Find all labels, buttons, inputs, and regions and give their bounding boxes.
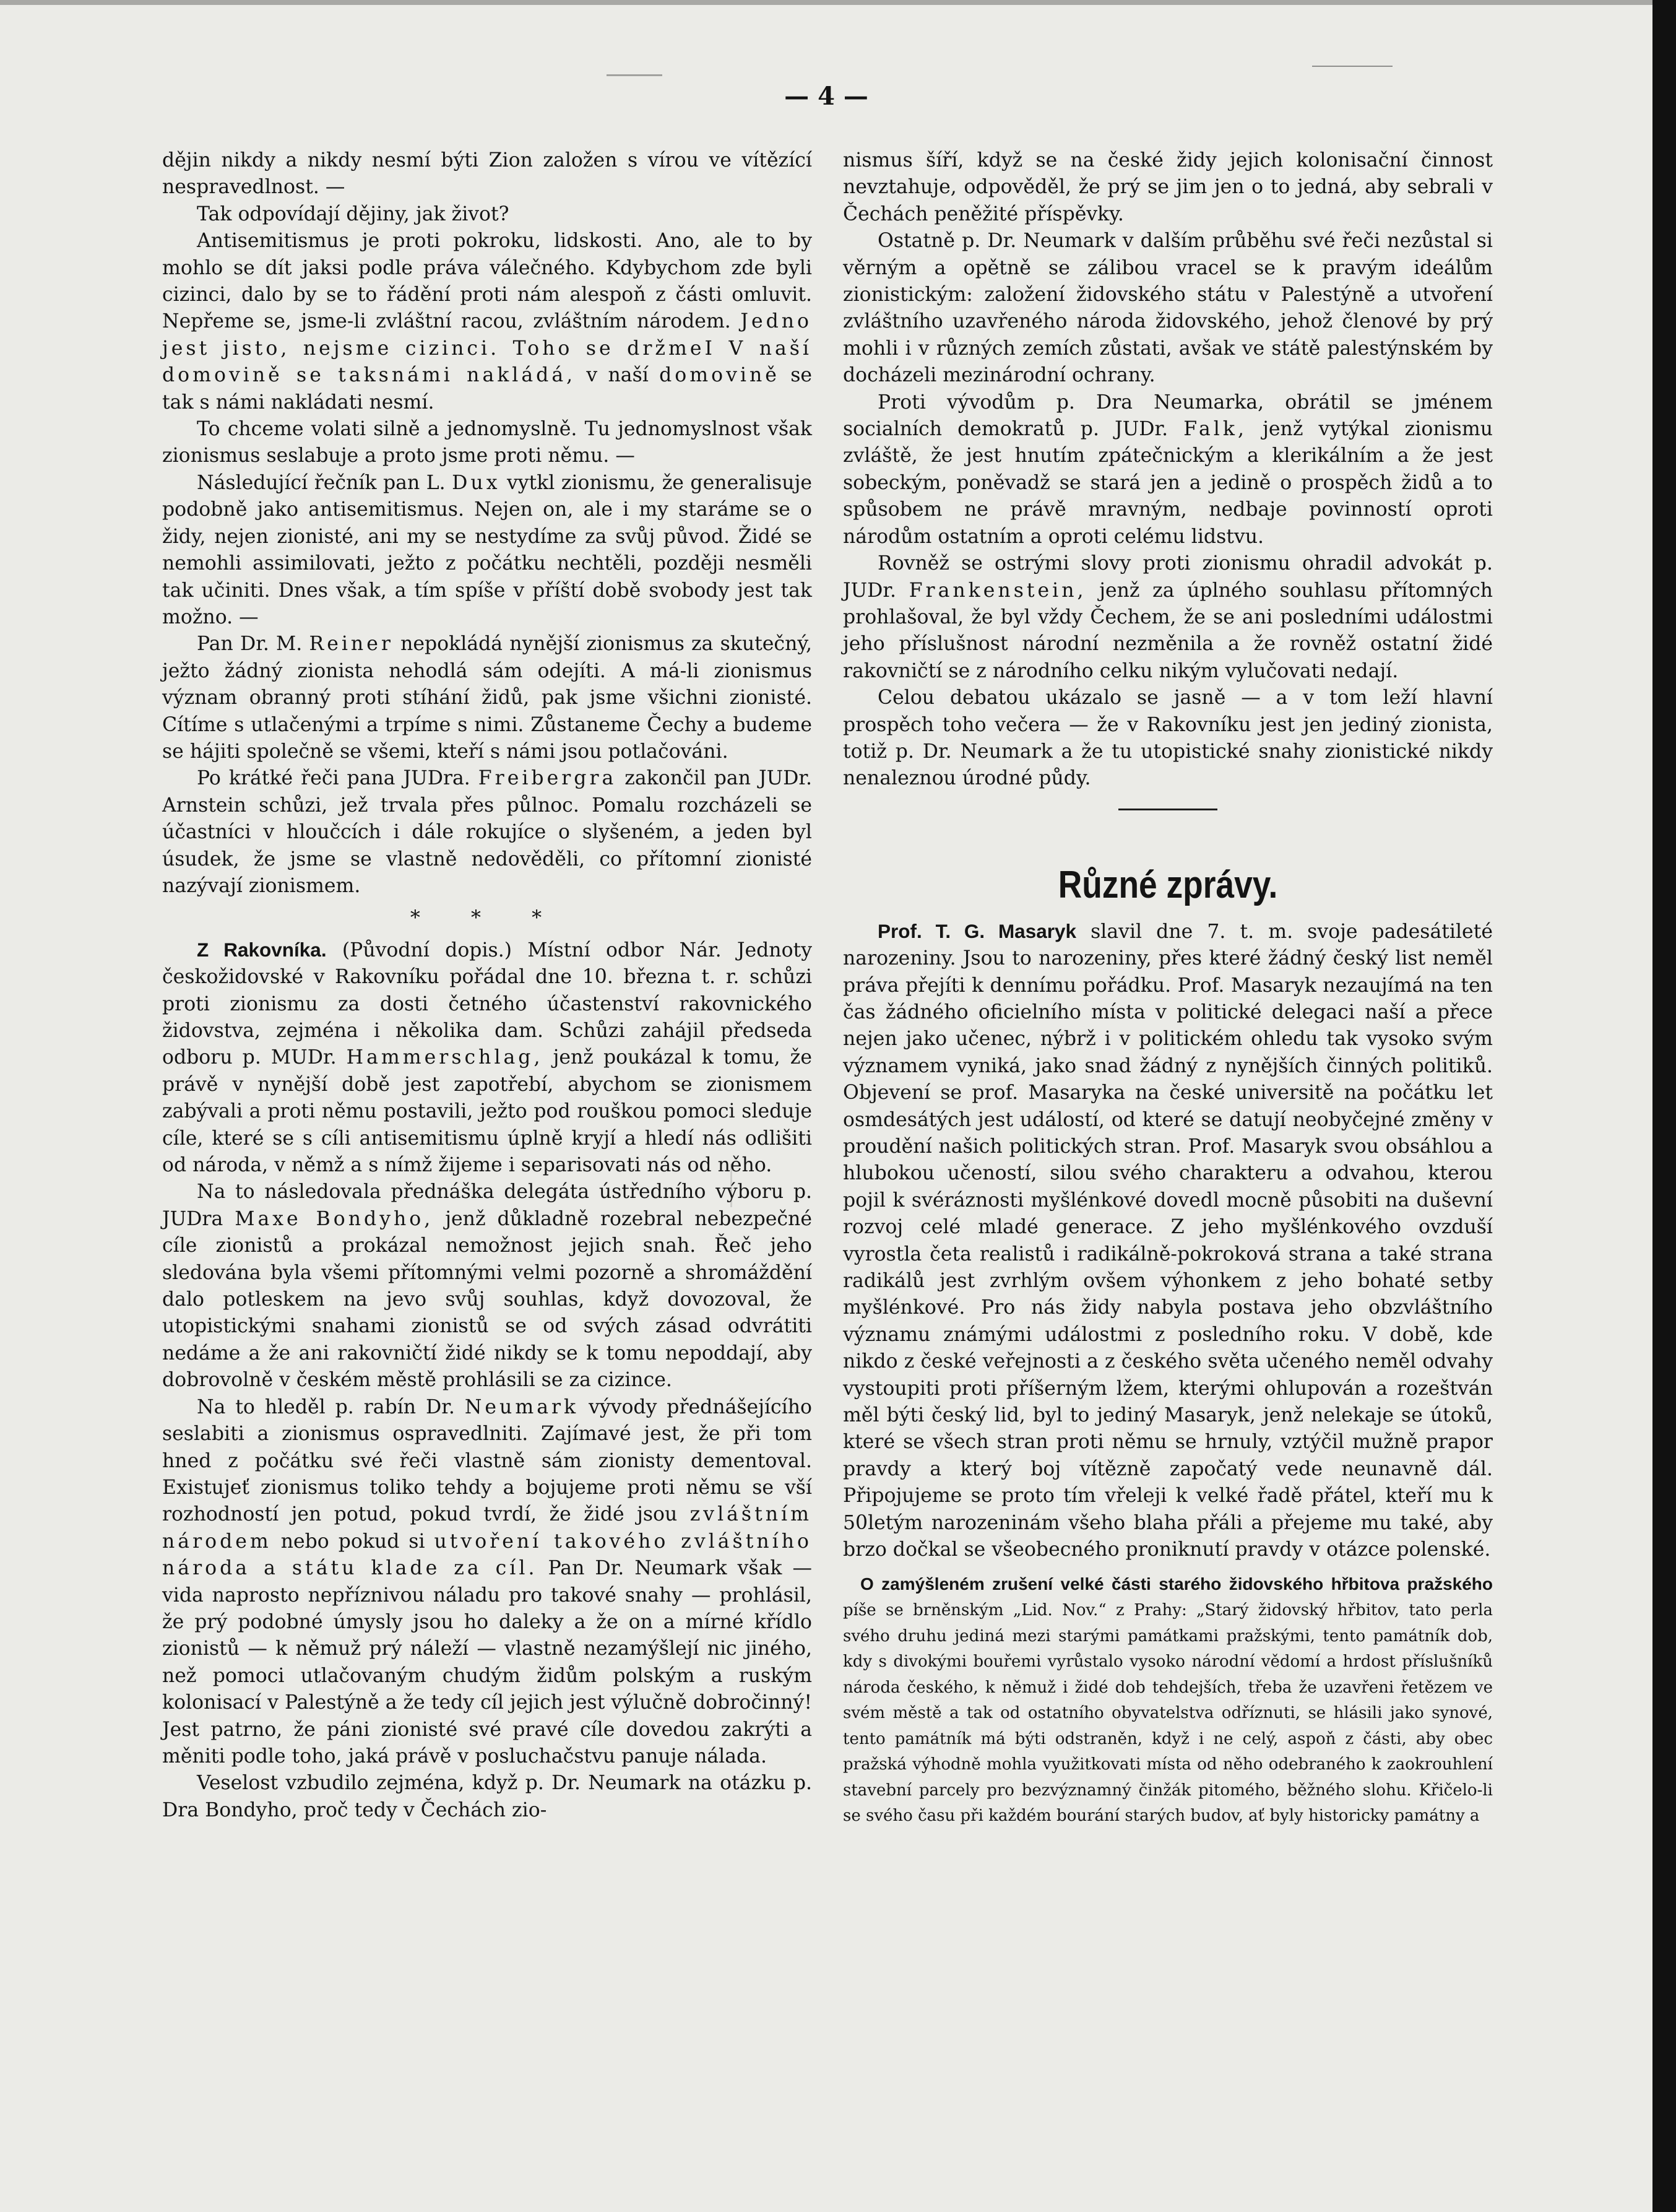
small-print-article <box>843 1571 1493 1829</box>
paragraph: Ostatně p. Dr. Neumark v dalším průběhu své řeči nezůstal si věrným a opětně se zálibou vracel se k pravým ideálům zionistickým: založení židovského státu v Palestýně a utvoření zvláštního uzavřeného národa židovského, jehož členové by prý mohli i v různých zemích zůstati, avšak ve státě palestýnském by docházeli mezinárodní ochrany. <box>843 230 1493 387</box>
paragraph: Rovněž se ostrými slovy proti zionismu ohradil advokát p. JUDr. Frankenstein, jenž za úplného souhlasu přítomných prohlašoval, že byl vždy Čechem, že se ani posledními událostmi jeho příslušnost národní nezměnila a že rovněž ostatní židé rakovničtí se z národního celku nikým vylučovati nedají. <box>843 552 1493 682</box>
paragraph: Proti vývodům p. Dra Neumarka, obrátil se jménem socialních demokratů p. JUDr. Falk, jenž vytýkal zionismu zvláště, že jest hnutím zpátečnickým a klerikálním a že jest sobeckým, poněvadž se stará jen a jedině o prospěch židů a to spůsobem ne právě mravným, nedbaje povinností oproti národům ostatním a oproti celému lidstvu. <box>843 391 1493 548</box>
paragraph: nismus šíří, když se na české židy jejich kolonisační činnost nevztahuje, odpověděl, že prý se jim jen o to jedná, aby sebrali v Čechách peněžité příspěvky. <box>843 149 1493 225</box>
section-separator: * * * <box>410 906 564 930</box>
article-lead: Z Rakovníka. <box>197 938 327 961</box>
paragraph: Prof. T. G. Masaryk slavil dne 7. t. m. svoje padesátileté narozeniny. Jsou to narozeniny, přes které žádný český list neměl práva přejíti k dennímu pořádku. Prof. Masaryk nezaujímá na ten čas žádného oficielního místa v politické delegaci naší a přece nejen jako učenec, nýbrž i v politickém ohledu tak vysoko svým významem vyniká, jako snad žádný z nynějších činných politiků. Objevení se prof. Masaryka na české universitě na počátku let osmdesátých jest událostí, od které se datují neobyčejné změny v proudění našich politických stran. Prof. Masaryk svou obsáhlou a hlubokou učeností, silou svého charakteru a odvahou, kterou pojil k svéráznosti myšlénkové dovedl mocně působiti na duševní rozvoj celé mladé generace. Z jeho myšlénkového ovzduší vyrostla četa realistů i radikálně-pokroková strana a také strana radikálů jest zvrhlým ovšem výhonkem z jeho bohaté setby myšlénkové. Pro nás židy nabyla postava jeho obzvláštního významu známými událostmi z posledního roku. V době, kde nikdo z české veřejnosti a z českého světa učeného neměl odvahy vystoupiti proti příšerným lžem, kterými ohlupován a rozeštván měl býti český lid, byl to jediný Masaryk, jenž nelekaje se útoků, které se všech stran proti němu se hrnuly, vztýčil mužně prapor pravdy a který boj vítězně započatý vede neunavně dál. Připojujeme se proto tím vřeleji k velké řadě přátel, kteří mu k 50letým narozeninám všeho blaha přáli a přejeme mu také, aby brzo dočkal se všeobecného proniknutí pravdy v otázce polenské. <box>843 919 1493 1561</box>
paragraph: Veselost vzbudilo zejména, když p. Dr. Neumark na otázku p. Dra Bondyho, proč tedy v Čechách zio- <box>162 1772 812 1821</box>
left-column <box>162 147 812 1824</box>
scan-edge <box>1652 0 1676 2212</box>
paragraph: Antisemitismus je proti pokroku, lidskosti. Ano, ale to by mohlo se dít jaksi podle práva válečného. Kdybychom zde byli cizinci, dalo by se to řádění proti nám alespoň z části omluvit. Nepřeme se, jsme-li zvláštní racou, zvláštním národem. Jedno jest jisto, nejsme cizinci. Toho se držmeI V naší domovině se taksnámi nakládá, v naší domovině se tak s námi nakládati nesmí. <box>162 230 813 414</box>
paragraph: Následující řečník pan L. Dux vytkl zionismu, že generalisuje podobně jako antisemitismus. Nejen on, ale i my staráme se o židy, nejen zionisté, ani my se nestydíme za svůj původ. Židé se nemohli assimilovati, ježto z počátku nechtěli, později nesměli tak učiniti. Dnes však, a tím spíše v příští době svobody jest tak možno. — <box>162 471 813 628</box>
right-column <box>843 147 1493 1829</box>
article-lead: Prof. T. G. Masaryk <box>878 919 1077 942</box>
paragraph: Po krátké řeči pana JUDra. Freibergra zakončil pan JUDr. Arnstein schůzi, jež trvala přes půlnoc. Pomalu rozcházeli se účastníci v hloučcích i dále rokujíce o slyšeném, a jeden byl úsudek, že jsme se vlastně nedověděli, co přítomní zionisté nazývají zionismem. <box>162 767 813 897</box>
paragraph: Pan Dr. M. Reiner nepokládá nynější zionismus za skutečný, ježto žádný zionista nehodlá sám odejíti. A má-li zionismus význam obranný proti stíhání židů, pak jsme všichni zionisté. Cítíme s utlačenými a trpíme s nimi. Zůstaneme Čechy a budeme se hájiti společně se všemi, kteří s námi jsou potlačováni. <box>162 633 812 763</box>
paragraph: Tak odpovídají dějiny, jak život? <box>197 202 509 225</box>
paragraph: O zamýšleném zrušení velké části starého židovského hřbitova pražského píše se brněnským „Lid. Nov.“ z Prahy: „Starý židovský hřbitov, tato perla svého druhu jediná mezi starými památkami pražskými, tento památník dob, kdy s divokými bouřemi vyrůstalo vysoko národní vědomí a hrdost příslušníků národa českého, k němuž i židé dob tehdejších, třeba že uzavřeni řetězem ve svém městě a tak od ostatního obyvatelstva odříznuti, se hlásili jako synové, tento památník má býti odstraněn, když i ne celý, aspoň z části, aby obec pražská výhodně mohla využitkovati místa od něho odebraného k zaokrouhlení stavební parcely pro bezvýznamný činžák pitomého, běžného slohu. Křičelo-li se svého času při každém bourání starých budov, ať byly historicky památny a <box>843 1574 1493 1825</box>
section-title: Různé zprávy. <box>1058 863 1278 906</box>
paragraph: Z Rakovníka. (Původní dopis.) Místní odbor Nár. Jednoty českožidovské v Rakovníku pořádal dne 10. března t. r. schůzi proti zionismu za dosti četného účastenství rakovnického židovstva, zejména i několika dam. Schůzi zahájil předseda odboru p. MUDr. Hammerschlag, jenž poukázal k tomu, že právě v nynější době jest zapotřebí, abychom se zionismem zabývali a proti němu postavili, ježto pod rouškou pomoci sleduje cíle, které se s cíli antisemitismu úplně kryjí a hledí nás odlišiti od národa, v němž a s nímž žijeme i separisovati nás od něho. <box>162 938 813 1177</box>
page-number: — 4 — <box>784 82 868 111</box>
paragraph: To chceme volati silně a jednomyslně. Tu jednomyslnost však zionismus seslabuje a proto jsme proti němu. — <box>162 418 812 467</box>
divider <box>1118 809 1217 810</box>
paragraph: Celou debatou ukázalo se jasně — a v tom leží hlavní prospěch toho večera — že v Rakovníku jest jen jediný zionista, totiž p. Dr. Neumark a že tu utopistické snahy zionistické nikdy nenaleznou úrodné půdy. <box>843 687 1493 790</box>
paragraph: Na to následovala přednáška delegáta ústředního výboru p. JUDra Maxe Bondyho, jenž důkladně rozebral nebezpečné cíle zionistů a prokázal nemožnost jejich snah. Řeč jeho sledována byla všemi přítomnými velmi pozorně a shromáždění dalo potleskem na jevo svůj souhlas, když dovozoval, že utopistickými snahami zionistů se od svých zásad odvrátiti nedáme a že ani rakovničtí židé nikdy se k tomu nepoddají, aby dobrovolně v českém městě prohlásili se za cizince. <box>162 1181 812 1392</box>
article-lead: O zamýšleném zrušení velké části starého židovského hřbitova pražského <box>860 1574 1493 1594</box>
paragraph: Na to hleděl p. rabín Dr. Neumark vývody přednášejícího seslabiti a zionismus ospravedlniti. Zajímavé jest, že při tom hned z počátku své řeči vlastně sám zionisty dementoval. Existujeť zionismus toliko tehdy a bojujeme proti němu se vší rozhodností jen potud, pokud tvrdí, že židé jsou zvláštním národem nebo pokud si utvoření takového zvláštního národa a státu klade za cíl. Pan Dr. Neumark však — vida naprosto nepříznivou náladu pro takové snahy — prohlásil, že prý podobné úmysly jsou ho daleky a že on a mírné křídlo zionistů — k němuž prý náleží — vlastně nezamýšlejí nic jiného, než pomoci utlačovaným chudým židům polským a ruským kolonisací v Palestýně a že tedy cíl jejich jest výlučně dobročinný! Jest patrno, že páni zionisté své pravé cíle dovedou zakrýti a měniti podle toho, jaká právě v posluchačstvu panuje nálada. <box>162 1395 813 1767</box>
paragraph: dějin nikdy a nikdy nesmí býti Zion založen s vírou ve vítězící nespravedlnost. — <box>162 149 812 199</box>
